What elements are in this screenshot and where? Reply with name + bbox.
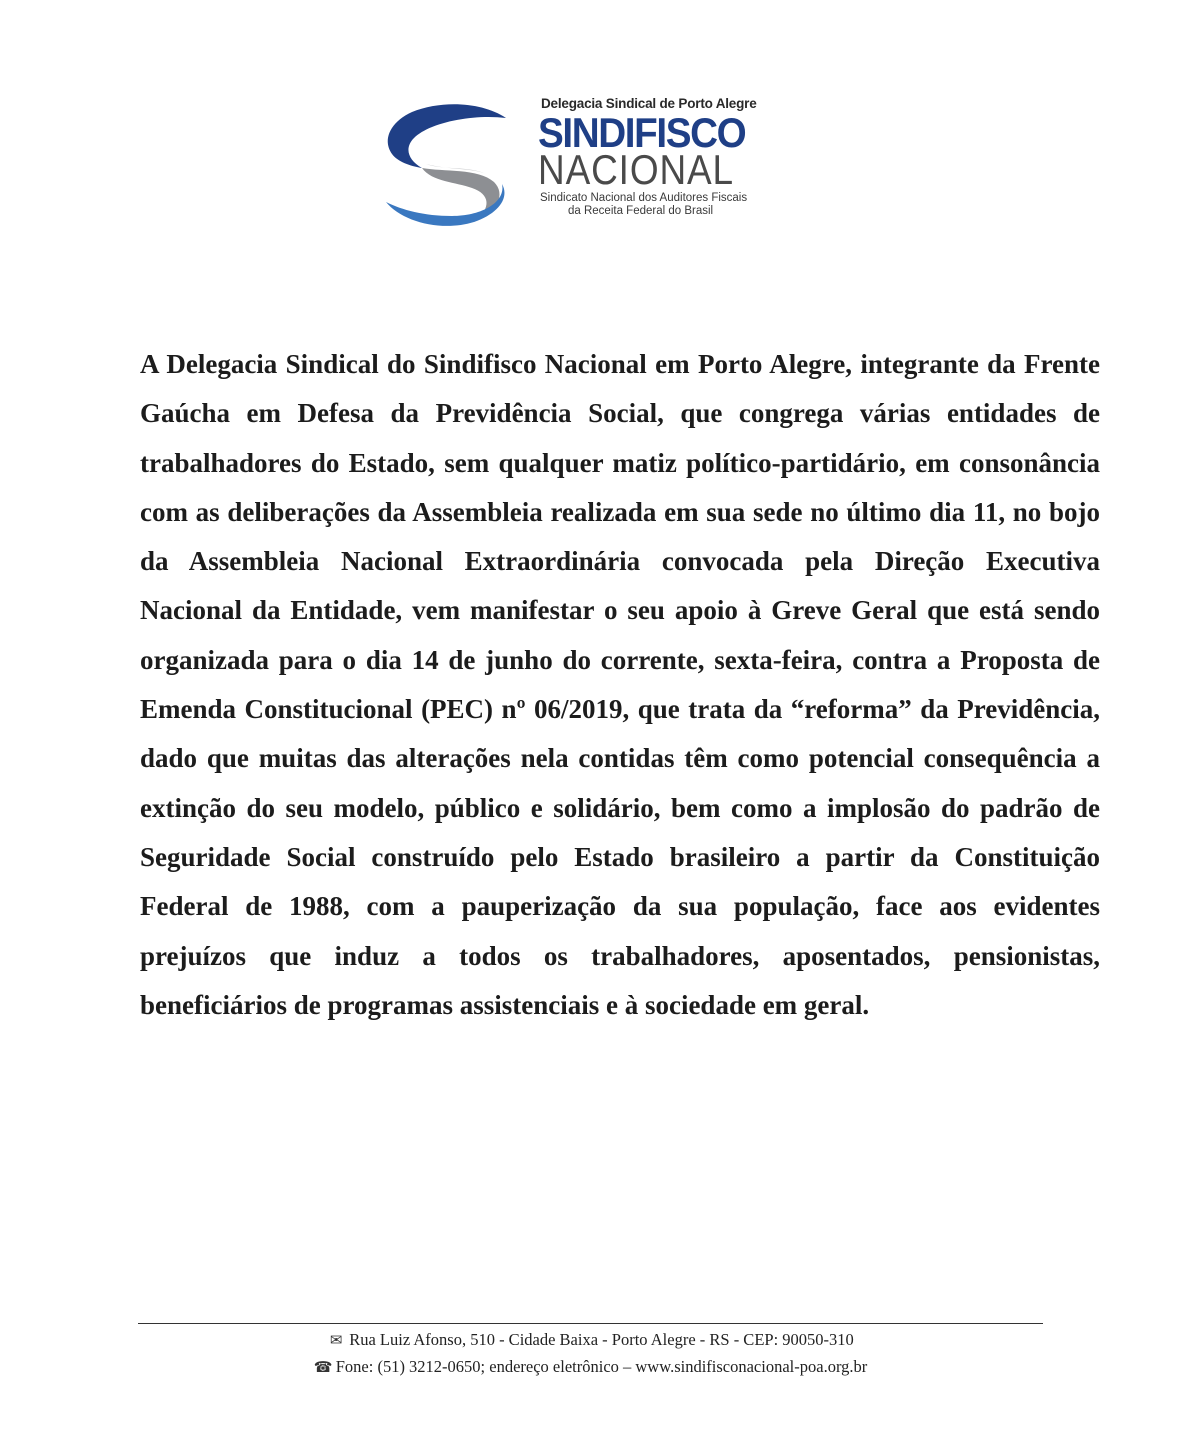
footer-contact-line bbox=[138, 1354, 1043, 1381]
phone-icon: ☎ bbox=[313, 1360, 333, 1376]
logo-brand-second: NACIONAL bbox=[538, 146, 734, 193]
statement-paragraph: A Delegacia Sindical do Sindifisco Nacional em Porto Alegre, integrante da Frente Gaúcha em Defesa da Previdência Social, que congrega várias entidades de trabalhadores do Estado, sem qualquer matiz político-partidário, em consonância com as deliberações da Assembleia realizada em sua sede no último dia 11, no bojo da Assembleia Nacional Extraordinária convocada pela Direção Executiva Nacional da Entidade, vem manifestar o seu apoio à Greve Geral que está sendo organizada para o dia 14 de junho do corrente, sexta-feira, contra a Proposta de Emenda Constitucional (PEC) nº 06/2019, que trata da “reforma” da Previdência, dado que muitas das alterações nela contidas têm como potencial consequência a extinção do seu modelo, público e solidário, bem como a implosão do padrão de Seguridade Social construído pelo Estado brasileiro a partir da Constituição Federal de 1988, com a pauperização da sua população, face aos evidentes prejuízos que induz a todos os trabalhadores, aposentados, pensionistas, beneficiários de programas assistenciais e à sociedade em geral. bbox=[140, 349, 1100, 1020]
envelope-icon: ✉ bbox=[329, 1333, 343, 1349]
logo-subtitle: Delegacia Sindical de Porto Alegre bbox=[541, 96, 757, 111]
logo-caption bbox=[540, 192, 798, 218]
logo-brand-main: SINDIFISCO bbox=[538, 109, 746, 156]
footer bbox=[138, 1327, 1043, 1381]
footer-address: Rua Luiz Afonso, 510 - Cidade Baixa - Porto Alegre - RS - CEP: 90050-310 bbox=[349, 1330, 854, 1349]
footer-address-line bbox=[138, 1327, 1043, 1354]
logo-caption-line1: Sindicato Nacional dos Auditores Fiscais bbox=[540, 192, 748, 204]
logo-caption-line2: da Receita Federal do Brasil bbox=[568, 205, 714, 217]
sindifisco-logo bbox=[382, 96, 792, 236]
footer-contact: Fone: (51) 3212-0650; endereço eletrônico – www.sindifisconacional-poa.org.br bbox=[335, 1357, 868, 1376]
footer-divider bbox=[138, 1323, 1043, 1324]
s-swoosh-logo-icon bbox=[382, 98, 514, 232]
